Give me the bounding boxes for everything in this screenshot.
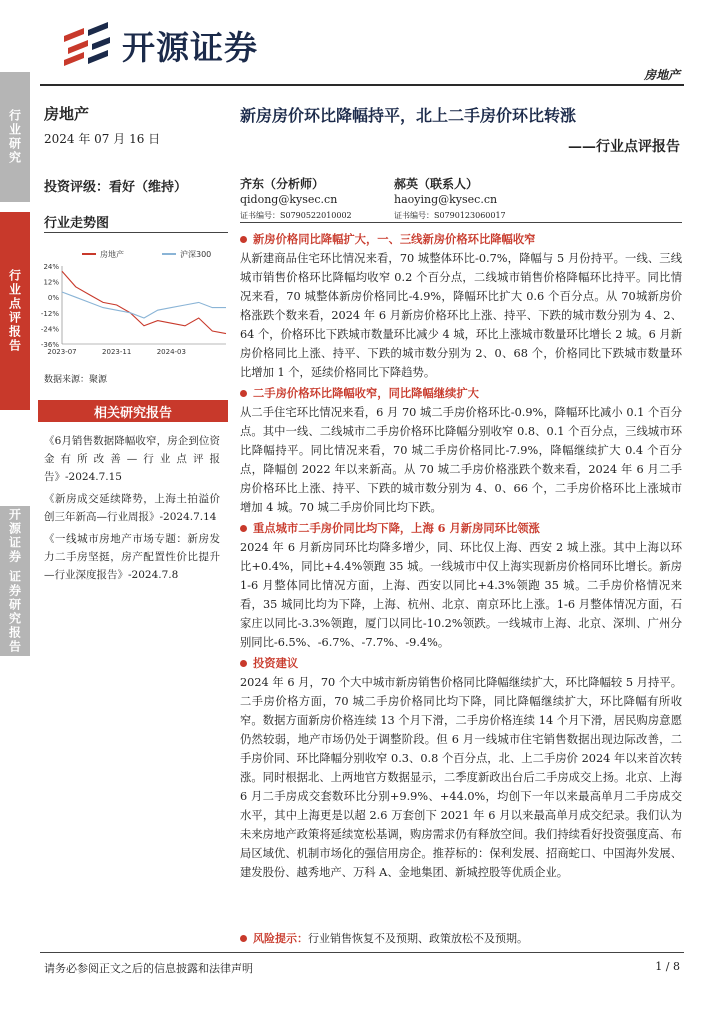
series-line-0 (62, 271, 226, 333)
header-divider (40, 84, 684, 86)
author-contact (394, 176, 506, 224)
related-report-item[interactable]: 《6月销售数据降幅收窄，房企到位资金有所改善—行业点评报告》-2024.7.15 (44, 435, 220, 483)
page-number: 1 / 8 (655, 960, 680, 973)
section-paragraph: 从二手住宅环比情况来看，6 月 70 城二手房价格环比-0.9%，降幅环比减小 0.1 个百分点。其中一线、二线城市二手房价格环比降幅分别收窄 0.8、0.1 个百分点，三线城市环比降幅持平。同比情况来看，70 城二手房价格同比-7.9%，降幅继续扩大 0.4 个百分点，降幅创 2022 年以来新高。从 70 城二手房价格涨跌个数来看，2024 年 6 月二手房价格环比上涨、持平、下跌的城市数分别为 4、0、66 个，二手房价格环比上涨城市增加 4 城。70 城二手房价同比均下跌。 (240, 406, 682, 514)
side-tab-brand: 开源证券 证券研究报告 (0, 506, 30, 656)
author-analyst (240, 176, 352, 224)
related-report-item[interactable]: 《新房成交延续降势，上海土拍溢价创三年新高—行业周报》-2024.7.14 (44, 493, 220, 523)
report-title: 新房房价环比降幅持平，北上二手房价环比转涨 (240, 106, 577, 125)
bullet-icon (240, 525, 247, 532)
bullet-icon (240, 935, 247, 942)
report-subtitle: ——行业点评报告 (568, 139, 680, 155)
section-heading: 投资建议 (240, 654, 682, 673)
trend-divider (44, 232, 228, 233)
section-heading: 新房价格同比降幅扩大，一、三线新房价格环比降幅收窄 (240, 230, 682, 249)
kaiyuan-logo-icon (62, 22, 112, 66)
logo-text: 开源证券 (122, 28, 258, 67)
section-paragraph: 2024 年 6 月，70 个大中城市新房销售价格同比降幅继续扩大，环比降幅较 5 月持平。二手房价格方面，70 城二手房价格同比均下降，同比降幅继续扩大，环比降幅有所收窄。数据方面新房价格连续 13 个月下滑，二手房价格连续 14 个月下滑，居民购房意愿仍然较弱，地产市场仍处于调整阶段。但 6 月一线城市住宅销售数据出现边际改善，二手房价同、环比降幅分别收窄 0.3、0.8 个百分点，北、上二手房价 2024 年以来首次转涨。同时根据北、上两地官方数据显示，二季度新政出台后二手房成交上扬。北京、上海 6 月二手房成交套数环比分别+9.9%、+44.0%，均创下一年以来最高单月二手房成交水平，其中上海更是以超 2.6 万套创下 2021 年 6 月以来最高单月成交纪录。我们认为未来房地产政策将延续宽松基调，购房需求仍有释放空间。我们持续看好投资强度高、布局区域优、机制市场化的强信用房企。推荐标的：保利发展、招商蛇口、中国海外发展、建发股份、越秀地产、万科 A、金地集团、新城控股等优质企业。 (240, 676, 682, 879)
legend-label: 沪深300 (180, 250, 212, 259)
author-name: 郝英（联系人） (394, 177, 479, 191)
industry-trend-chart (36, 244, 232, 362)
risk-label: 风险提示： (253, 932, 308, 945)
related-reports-list (44, 432, 220, 588)
y-tick-label: 0% (47, 294, 59, 303)
author-cert: 证书编号：S0790123060017 (394, 211, 506, 220)
bullet-icon (240, 236, 247, 243)
trend-chart-title: 行业走势图 (44, 216, 110, 231)
section-heading: 二手房价格环比降幅收窄，同比降幅继续扩大 (240, 384, 682, 403)
author-email[interactable]: qidong@kysec.cn (240, 193, 338, 206)
investment-rating: 投资评级：看好（维持） (44, 180, 188, 195)
author-name: 齐东（分析师） (240, 177, 325, 191)
series-line-1 (62, 292, 226, 318)
chart-source: 数据来源：聚源 (44, 375, 108, 385)
risk-warning (240, 930, 528, 946)
y-tick-label: -12% (40, 309, 59, 318)
risk-text: 行业销售恢复不及预期、政策放松不及预期。 (308, 932, 528, 945)
x-tick-label: 2023-07 (47, 348, 77, 356)
bullet-icon (240, 390, 247, 397)
bullet-icon (240, 660, 247, 667)
related-report-item[interactable]: 《一线城市房地产市场专题：新房发力二手房坚挺，房产配置性价比提升—行业深度报告》-2024.7.8 (44, 533, 220, 581)
author-divider (240, 222, 682, 223)
legend-label: 房地产 (100, 250, 124, 259)
y-tick-label: 12% (43, 278, 59, 287)
section-paragraph: 从新建商品住宅环比情况来看，70 城整体环比-0.7%，降幅与 5 月份持平。一线、三线城市销售价格环比降幅均收窄 0.2 个百分点，二线城市销售价格降幅环比持平。同比情况来看，70 城整体新房价格同比-4.9%，降幅环比扩大 0.6 个百分点。从 70城新房价格涨跌个数来看，2024 年 6 月新房价格环比上涨、持平、下跌的城市数分别为 4、2、64 个，价格环比下跌城市数量环比减少 4 城，环比上涨城市数量环比增长 2 城。6 月新房价格同比上涨、持平、下跌的城市数分别为 2、0、68 个，价格同比下跌城市数量环比增加 1 个，延续价格同比下降趋势。 (240, 252, 682, 379)
x-tick-label: 2024-03 (156, 348, 186, 356)
footer-disclaimer[interactable]: 请务必参阅正文之后的信息披露和法律声明 (44, 962, 253, 975)
section-paragraph: 2024 年 6 月新房同环比均降多增少，同、环比仅上海、西安 2 城上涨。其中上海以环比+0.4%，同比+4.4%领跑 35 城。一线城市中仅上海实现新房价格同环比增长。新房 1-6 月整体同比情况方面，上海、西安以同比+4.3%领跑 35 城。二手房价格情况来看，35 城同比均为下降，上海、杭州、北京、南京环比上涨。1-6 月整体情况方面，石家庄以同比-3.3%领跑，厦门以同比-10.2%领跌。一线城市上海、北京、深圳、广州分别同比-6.5%、-6.7%、-7.7%、-9.4%。 (240, 541, 682, 649)
author-email[interactable]: haoying@kysec.cn (394, 193, 498, 206)
footer-divider (40, 952, 684, 953)
section-heading: 重点城市二手房价同比均下降，上海 6 月新房同环比领涨 (240, 519, 682, 538)
author-cert: 证书编号：S0790522010002 (240, 211, 352, 220)
side-tab-report-type: 行业点评报告 (0, 212, 30, 410)
y-tick-label: -24% (40, 325, 59, 334)
x-tick-label: 2023-11 (102, 348, 132, 356)
report-body (240, 230, 682, 884)
related-reports-header: 相关研究报告 (38, 400, 228, 422)
report-date: 2024 年 07 月 16 日 (44, 132, 161, 146)
header-sector: 房地产 (643, 68, 680, 82)
y-tick-label: -36% (40, 341, 59, 349)
side-tab-industry-research: 行业研究 (0, 72, 30, 202)
y-tick-label: 24% (43, 263, 59, 271)
sector-label: 房地产 (44, 105, 90, 123)
